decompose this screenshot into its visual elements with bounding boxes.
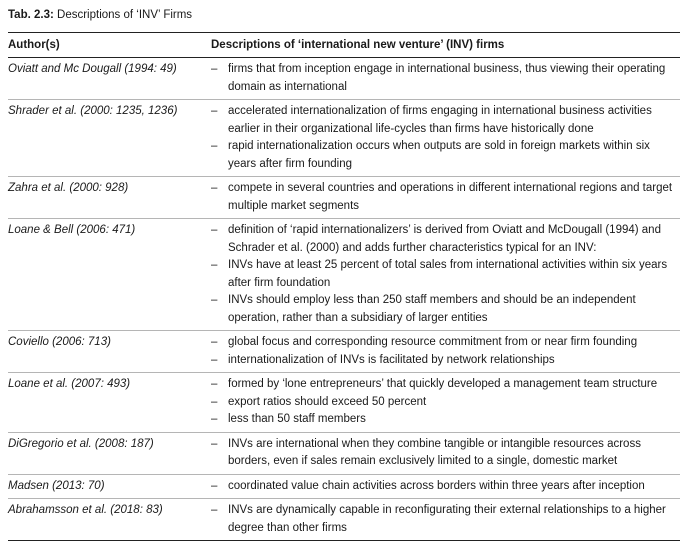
description-list [211,61,680,96]
description-cell [211,331,680,373]
description-cell [211,177,680,219]
author-cell: DiGregorio et al. (2008: 187) [8,432,211,474]
list-item-text: accelerated internationalization of firms engaging in international business activities earlier in their organizational life-cycles than firms have historically done [228,105,652,135]
table-body [8,58,680,541]
list-item [211,352,680,370]
author-cell: Loane & Bell (2006: 471) [8,219,211,331]
list-item-text: INVs should employ less than 250 staff members and should be an independent operation, rather than a subsidiary of larger entities [228,294,636,324]
caption-text: Descriptions of ‘INV’ Firms [57,9,193,21]
table-row [8,373,680,433]
list-item [211,138,680,173]
bullet-dash: – [211,504,218,516]
bullet-dash: – [211,224,218,236]
list-item [211,103,680,138]
bullet-dash: – [211,378,218,390]
header-author: Author(s) [8,33,211,58]
bullet-dash: – [211,105,218,117]
description-list [211,436,680,471]
bullet-dash: – [211,182,218,194]
list-item-text: definition of ‘rapid internationalizers’ is derived from Oviatt and McDougall (1994) and Schrader et al. (2000) and adds further characteristics typical for an INV: [228,224,661,254]
list-item [211,376,680,394]
description-list [211,502,680,537]
table-row [8,432,680,474]
bullet-dash: – [211,437,218,450]
author-cell: Coviello (2006: 713) [8,331,211,373]
list-item-text: less than 50 staff members [228,413,366,425]
author-cell: Zahra et al. (2000: 928) [8,177,211,219]
description-cell [211,499,680,541]
list-item-text: firms that from inception engage in international business, thus viewing their operating domain as international [228,63,666,93]
bullet-dash: – [211,413,218,425]
bullet-dash: – [211,63,218,75]
description-cell [211,219,680,331]
list-item-text: compete in several countries and operations in different international regions and target multiple market segments [228,182,673,212]
bullet-dash: – [211,259,218,271]
bullet-dash: – [211,353,218,366]
bullet-dash: – [211,336,218,348]
table-row [8,474,680,499]
author-cell: Madsen (2013: 70) [8,474,211,499]
table-row [8,331,680,373]
author-cell: Shrader et al. (2000: 1235, 1236) [8,100,211,177]
description-cell [211,100,680,177]
bullet-dash: – [211,140,218,152]
list-item [211,61,680,96]
list-item-text: internationalization of INVs is facilitated by network relationships [228,353,555,366]
author-cell: Loane et al. (2007: 493) [8,373,211,433]
description-cell [211,58,680,100]
list-item-text: INVs are dynamically capable in reconfigurating their external relationships to a higher degree than other firms [228,504,666,534]
list-item-text: formed by ‘lone entrepreneurs’ that quickly developed a management team structure [228,378,658,390]
list-item-text: export ratios should exceed 50 percent [228,395,427,408]
list-item [211,334,680,352]
author-cell: Oviatt and Mc Dougall (1994: 49) [8,58,211,100]
description-list [211,222,680,327]
description-list [211,334,680,369]
description-cell [211,474,680,499]
bullet-dash: – [211,294,218,306]
table-row [8,100,680,177]
bullet-dash: – [211,395,218,408]
list-item-text: INVs are international when they combine tangible or intangible resources across borders, even if sales remain exclusively limited to a single, domestic market [228,437,641,467]
description-list [211,180,680,215]
table-caption [8,8,680,22]
description-cell [211,432,680,474]
bullet-dash: – [211,479,218,492]
list-item-text: global focus and corresponding resource commitment from or near firm founding [228,336,638,348]
list-item [211,478,680,496]
description-cell [211,373,680,433]
caption-label: Tab. 2.3: [8,9,54,21]
table-header-row [8,33,680,58]
author-cell: Abrahamsson et al. (2018: 83) [8,499,211,541]
list-item-text: coordinated value chain activities across borders within three years after inception [228,479,645,492]
list-item [211,502,680,537]
list-item [211,257,680,292]
description-list [211,376,680,429]
list-item [211,411,680,429]
table-row [8,177,680,219]
table-row [8,499,680,541]
list-item-text: rapid internationalization occurs when outputs are sold in foreign markets within six years after firm founding [228,140,650,170]
list-item [211,180,680,215]
list-item [211,394,680,412]
description-list [211,478,680,496]
inv-descriptions-table [8,32,680,541]
description-list [211,103,680,173]
table-row [8,219,680,331]
list-item [211,436,680,471]
table-row [8,58,680,100]
header-description: Descriptions of ‘international new venture’ (INV) firms [211,33,680,58]
list-item [211,222,680,257]
list-item-text: INVs have at least 25 percent of total sales from international activities within six years after firm foundation [228,259,668,289]
list-item [211,292,680,327]
